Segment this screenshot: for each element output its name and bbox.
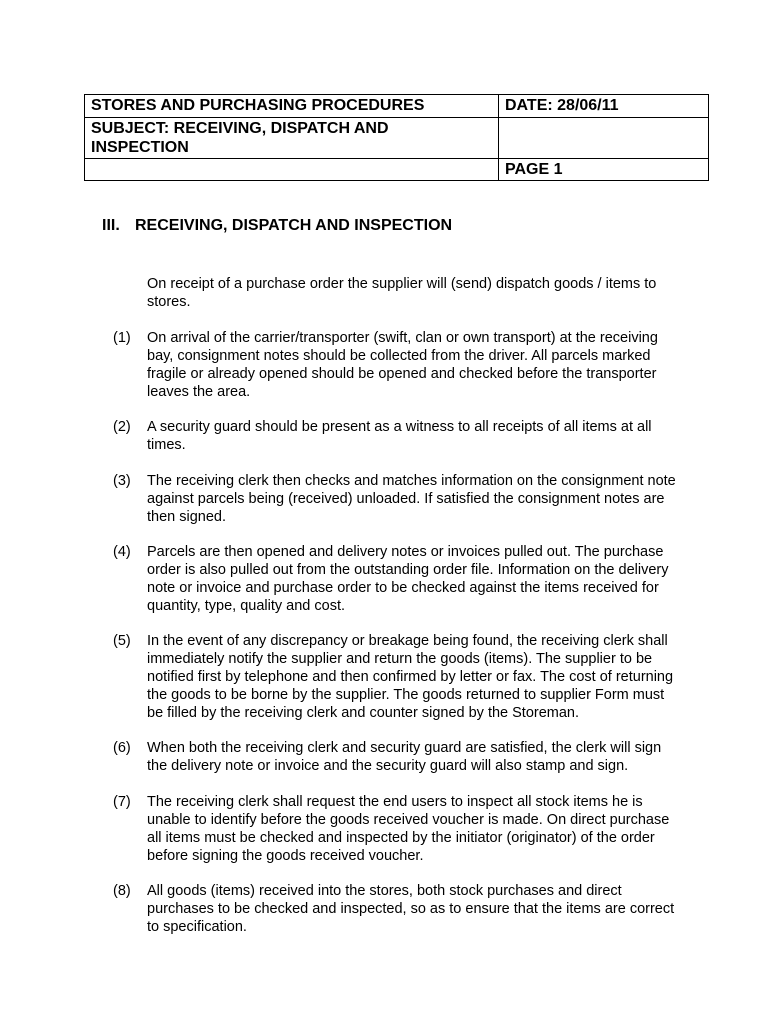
item-number: (2) xyxy=(113,419,131,435)
section-title: RECEIVING, DISPATCH AND INSPECTION xyxy=(135,217,453,234)
paragraph-line: to specification. xyxy=(147,919,247,935)
paragraph-line: the delivery note or invoice and the security guard will also stamp and sign. xyxy=(147,758,629,774)
paragraph-line: purchases to be checked and inspected, so as to ensure that the items are correct xyxy=(147,901,675,917)
subject-line-1: SUBJECT: RECEIVING, DISPATCH AND xyxy=(91,120,389,137)
paragraph-line: In the event of any discrepancy or breakage being found, the receiving clerk shall xyxy=(147,633,668,649)
item-number: (6) xyxy=(113,740,131,756)
paragraph-line: unable to identify before the goods received voucher is made. On direct purchase xyxy=(147,812,670,828)
item-number: (4) xyxy=(113,544,131,560)
paragraph-line: times. xyxy=(147,437,186,453)
paragraph-line: fragile or already opened should be opened and checked before the transporter xyxy=(147,366,657,382)
list-item xyxy=(147,793,707,865)
item-number: (8) xyxy=(113,883,131,899)
section-heading xyxy=(102,216,452,236)
procedure-title: STORES AND PURCHASING PROCEDURES xyxy=(85,95,499,118)
subject-line-2: INSPECTION xyxy=(91,139,189,156)
paragraph-line: order is also pulled out from the outstanding order file. Information on the delivery xyxy=(147,562,669,578)
document-date: DATE: 28/06/11 xyxy=(499,95,709,118)
paragraph-line: On receipt of a purchase order the supplier will (send) dispatch goods / items to xyxy=(147,276,657,292)
list-item xyxy=(147,418,707,454)
paragraph-line: bay, consignment notes should be collected from the driver. All parcels marked xyxy=(147,348,651,364)
paragraph-line: immediately notify the supplier and return the goods (items). The supplier to be xyxy=(147,651,653,667)
intro-paragraph xyxy=(147,275,707,311)
paragraph-line: be filled by the receiving clerk and counter signed by the Storeman. xyxy=(147,705,580,721)
paragraph-line: notified first by telephone and then confirmed by letter or fax. The cost of returning xyxy=(147,669,674,685)
paragraph-line: stores. xyxy=(147,294,191,310)
paragraph-line: then signed. xyxy=(147,509,227,525)
document-subject xyxy=(85,118,499,159)
empty-cell xyxy=(499,118,709,159)
paragraph-line: leaves the area. xyxy=(147,384,251,400)
paragraph-line: On arrival of the carrier/transporter (swift, clan or own transport) at the receiving xyxy=(147,330,658,346)
list-item xyxy=(147,472,707,526)
list-item xyxy=(147,543,707,615)
page-number: PAGE 1 xyxy=(499,159,709,181)
document-header-table xyxy=(84,94,709,181)
paragraph-line: Parcels are then opened and delivery notes or invoices pulled out. The purchase xyxy=(147,544,664,560)
paragraph-line: note or invoice and purchase order to be checked against the items received for xyxy=(147,580,659,596)
paragraph-line: The receiving clerk then checks and matches information on the consignment note xyxy=(147,473,676,489)
list-item xyxy=(147,632,707,722)
paragraph-line: The receiving clerk shall request the end users to inspect all stock items he is xyxy=(147,794,643,810)
paragraph-line: against parcels being (received) unloaded. If satisfied the consignment notes are xyxy=(147,491,665,507)
paragraph-line: quantity, type, quality and cost. xyxy=(147,598,346,614)
paragraph-line: All goods (items) received into the stores, both stock purchases and direct xyxy=(147,883,622,899)
list-item xyxy=(147,882,707,936)
list-item xyxy=(147,329,707,401)
item-number: (1) xyxy=(113,330,131,346)
section-number: III. xyxy=(102,217,120,234)
item-number: (5) xyxy=(113,633,131,649)
item-number: (7) xyxy=(113,794,131,810)
paragraph-line: all items must be checked and inspected by the initiator (originator) of the order xyxy=(147,830,655,846)
list-item xyxy=(147,739,707,775)
paragraph-line: the goods to be borne by the supplier. The goods returned to supplier Form must xyxy=(147,687,665,703)
paragraph-line: A security guard should be present as a witness to all receipts of all items at all xyxy=(147,419,652,435)
item-number: (3) xyxy=(113,473,131,489)
empty-cell xyxy=(85,159,499,181)
paragraph-line: before signing the goods received voucher. xyxy=(147,848,424,864)
paragraph-line: When both the receiving clerk and security guard are satisfied, the clerk will sign xyxy=(147,740,662,756)
